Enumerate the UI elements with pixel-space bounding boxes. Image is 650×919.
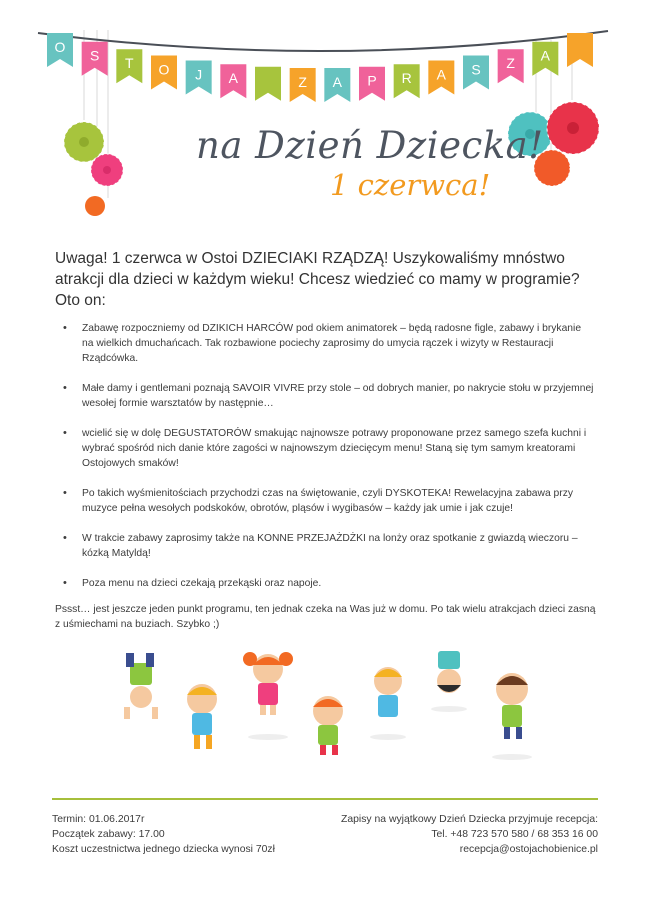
event-details — [52, 812, 275, 857]
event-start-time: Początek zabawy: 17.00 — [52, 829, 165, 840]
list-item: • Zabawę rozpoczniemy od DZIKICH HARCÓW pod okiem animatorek – będą radosne figle, zabawy i brykanie na wielkich dmuchańcach. Tak rozbawione pociechy zaprosimy do umycia rączek i wizyty w Restauracji Rządcówka. — [55, 321, 595, 366]
kid-redhead-icon — [313, 696, 343, 755]
program-list — [55, 321, 595, 606]
contact-phone: Tel. +48 723 570 580 / 68 353 16 00 — [431, 829, 598, 840]
bunting-flag — [428, 60, 454, 94]
bunting-letter: R — [401, 70, 412, 87]
bunting-flag — [47, 33, 73, 67]
paper-rosette-green — [64, 122, 104, 162]
jumping-kids-illustration — [110, 645, 550, 765]
bunting-letter: P — [367, 72, 377, 89]
kid-blonde-icon — [187, 684, 217, 749]
bunting-flag — [359, 67, 385, 101]
bunting-letter: S — [471, 61, 481, 78]
bunting-flag — [532, 42, 558, 76]
list-item: • Po takich wyśmienitościach przychodzi czas na świętowanie, czyli DYSKOTEKA! Rewelacyjna zabawa przy muzyce pełna wesołych podskoków, obrotów, pląsów i wygibasów – każdy jak umie i jak czuje! — [55, 486, 595, 516]
bunting-flag — [567, 33, 593, 67]
contact-details — [341, 812, 598, 857]
bunting-letter: T — [125, 55, 134, 72]
list-item: • Małe damy i gentlemani poznają SAVOIR VIVRE przy stole – od dobrych manier, po nakrycie stołu w przyjemnej wesołej formie warsztatów by następnie… — [55, 381, 595, 411]
list-item: • W trakcie zabawy zaprosimy także na KONNE PRZEJAŻDŻKI na lonży oraz spotkanie z gwiazdą wieczoru – kózką Matyldą! — [55, 531, 595, 561]
kid-handstand-icon — [124, 653, 158, 719]
bunting-flag — [220, 64, 246, 98]
kid-girl-blue-icon — [370, 667, 406, 740]
contact-heading: Zapisy na wyjątkowy Dzień Dziecka przyjmuje recepcja: — [341, 814, 598, 825]
banner-decoration — [0, 0, 650, 230]
kid-handstand-dark-hair-icon — [431, 651, 467, 712]
bunting-flag — [463, 55, 489, 89]
bunting-letter: A — [540, 47, 551, 64]
paper-rosette-orange — [85, 196, 105, 216]
heading-line-2: 1 czerwca! — [330, 168, 491, 202]
bunting-letter: Z — [506, 55, 515, 72]
bunting-letter: A — [436, 66, 447, 83]
bunting-letter: Z — [298, 73, 307, 90]
bunting-flag — [186, 60, 212, 94]
bunting-flag — [498, 49, 524, 83]
footer-divider — [52, 798, 598, 800]
paper-rosette-pink — [91, 154, 123, 186]
closing-note: Pssst… jest jeszcze jeden punkt programu, ten jednak czeka na Was już w domu. Po tak wielu atrakcjach dzieci zasną z uśmiechami na buziach. Szybko ;) — [55, 604, 596, 630]
intro-text: Uwaga! 1 czerwca w Ostoi DZIECIAKI RZĄDZĄ! Uszykowaliśmy mnóstwo atrakcji dla dzieci w każdym wieku! Chcesz wiedzieć co mamy w programie? Oto on: — [55, 250, 580, 309]
bunting-flag — [290, 68, 316, 102]
contact-email[interactable]: recepcja@ostojachobienice.pl — [459, 844, 598, 855]
bunting-flag — [324, 68, 350, 102]
event-date: Termin: 01.06.2017r — [52, 814, 145, 825]
bunting-letter: O — [158, 61, 170, 78]
list-item: • wcielić się w dolę DEGUSTATORÓW smakując najnowsze potrawy proponowane przez samego szefa kuchni i wybrać spośród nich danie które zagości w najnowszym dziecięcym menu! Staną się tym samym kreatorami Ostojowych smaków! — [55, 426, 595, 471]
bunting-letter: S — [89, 47, 100, 64]
kid-girl-pigtails-icon — [243, 652, 293, 740]
bunting-flag — [116, 49, 142, 83]
bunting-letter: O — [54, 39, 66, 55]
bunting-letter: A — [228, 70, 239, 87]
paper-rosette-red — [547, 102, 599, 154]
kid-boy-icon — [492, 673, 532, 760]
bunting-flag — [394, 64, 420, 98]
bunting-flag — [82, 42, 108, 76]
list-item: • Poza menu na dzieci czekają przekąski oraz napoje. — [55, 576, 595, 591]
bunting-letter: A — [332, 73, 343, 90]
bunting-flag — [255, 67, 281, 101]
bunting-letter: J — [195, 66, 203, 83]
bunting-flag — [151, 55, 177, 89]
heading-line-1: na Dzień Dziecka! — [196, 124, 544, 167]
event-price: Koszt uczestnictwa jednego dziecka wynosi 70zł — [52, 844, 275, 855]
